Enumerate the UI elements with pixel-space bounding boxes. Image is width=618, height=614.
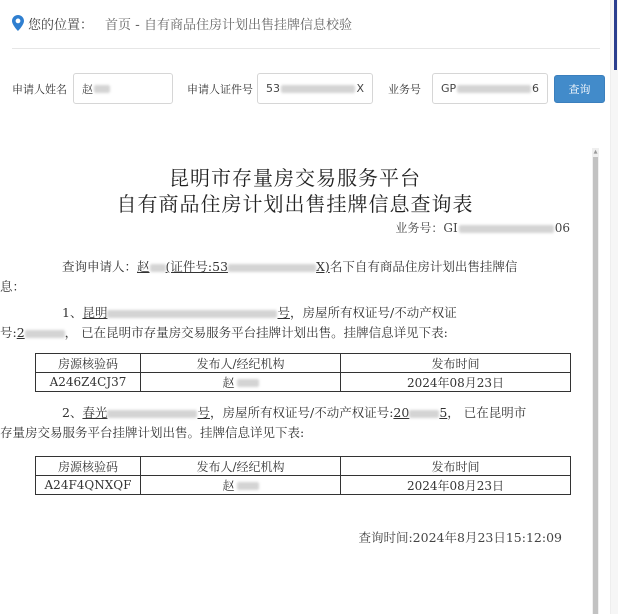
- query-time: 查询时间:2024年8月23日15:12:09: [358, 530, 562, 545]
- redacted-text: [409, 410, 439, 418]
- document-title-line2: 自有商品住房计划出售挂牌信息查询表: [116, 192, 474, 216]
- id-number-label: 申请人证件号: [187, 83, 253, 96]
- redacted-text: [25, 330, 65, 338]
- applicant-name-label: 申请人姓名: [12, 83, 67, 96]
- breadcrumb-path[interactable]: 首页 - 自有商品住房计划出售挂牌信息校验: [105, 17, 352, 33]
- redacted-text: [459, 225, 554, 233]
- listing-table-1: [35, 353, 571, 392]
- document-viewer: [0, 140, 590, 614]
- document-title-line1: 昆明市存量房交易服务平台: [169, 166, 421, 190]
- location-pin-icon: [12, 15, 24, 31]
- header-divider: [12, 48, 600, 49]
- redacted-text: [107, 310, 277, 318]
- query-button[interactable]: 查询: [554, 75, 605, 103]
- table-row: A24F4QNXQF 赵 2024年08月23日: [36, 476, 571, 495]
- document-scrollbar[interactable]: [592, 148, 599, 614]
- table-header-row: 房源核验码 发布人/经纪机构 发布时间: [36, 354, 571, 373]
- applicant-name-input[interactable]: 赵: [73, 73, 173, 104]
- document-business-number: 业务号：GI 06: [395, 221, 570, 235]
- listing-item-2: 2、春光 号，房屋所有权证号/不动产权证号:20 5， 已在昆明市 存量房交易服务平台挂牌计划出售。挂牌信息详见下表:: [0, 405, 527, 440]
- query-form: [0, 73, 610, 105]
- redacted-text: [281, 85, 355, 93]
- redacted-text: [94, 85, 110, 93]
- redacted-text: [237, 482, 259, 490]
- page-scrollbar[interactable]: [610, 0, 618, 614]
- listing-table-2: [35, 456, 571, 495]
- table-row: A246Z4CJ37 赵 2024年08月23日: [36, 373, 571, 392]
- page-scrollbar-thumb[interactable]: [614, 0, 617, 70]
- redacted-text: [237, 379, 259, 387]
- table-header-row: 房源核验码 发布人/经纪机构 发布时间: [36, 457, 571, 476]
- redacted-text: [457, 85, 531, 93]
- applicant-name: 赵 (证件号:53 X): [137, 259, 330, 274]
- breadcrumb-label: 您的位置：: [28, 17, 94, 33]
- redacted-text: [107, 410, 197, 418]
- listing-item-1: 1、昆明 号，房屋所有权证号/不动产权证 号:2 ， 已在昆明市存量房交易服务平台挂牌计划出售。挂牌信息详见下表:: [0, 305, 457, 340]
- document-scrollbar-thumb[interactable]: [593, 157, 598, 614]
- redacted-text: [150, 264, 166, 272]
- id-number-input[interactable]: 53 X: [257, 73, 373, 104]
- business-number-input[interactable]: GP 6: [432, 73, 548, 104]
- intro-paragraph: 查询申请人：赵 (证件号:53 X)名下自有商品住房计划出售挂牌信 息：: [0, 259, 518, 294]
- breadcrumb: [12, 12, 352, 34]
- business-number-label: 业务号: [388, 83, 421, 96]
- scroll-up-arrow-icon[interactable]: ▲: [593, 149, 598, 155]
- redacted-text: [228, 264, 316, 272]
